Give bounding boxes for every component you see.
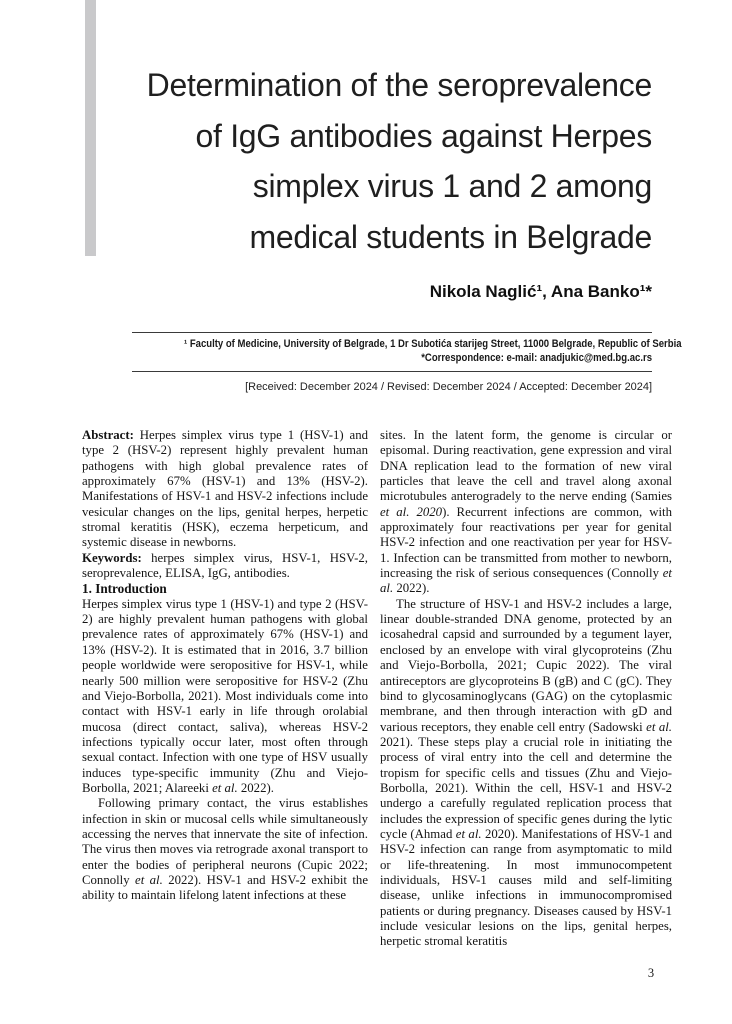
title-line: Determination of the seroprevalence bbox=[146, 67, 652, 103]
received-dates: [Received: December 2024 / Revised: December 2024 / Accepted: December 2024] bbox=[245, 381, 652, 393]
abstract-paragraph bbox=[82, 428, 368, 551]
body-text: 2021). These steps play a crucial role in initiating the process of viral entry into the cell and determine the tropism for specific cells and tissues (Zhu and Viejo-Borbolla, 2021). Within the cell, HSV-1 and HSV-2 undergo a carefully regulated replication process that includes the expression of specific genes during the lytic cycle (Ahmad bbox=[380, 734, 672, 841]
left-column bbox=[82, 428, 368, 904]
italic-text: et al. bbox=[212, 780, 238, 795]
correspondence-line: *Correspondence: e-mail: anadjukic@med.bg.ac.rs bbox=[421, 351, 652, 364]
italic-text: et al. bbox=[380, 566, 672, 596]
italic-text: et al. 2020 bbox=[380, 504, 443, 519]
body-text: ). Recurrent infections are common, with approximately four reactivations per year for genital HSV-2 infection and one reactivation per year for HSV-1. Infection can be transmitted from mother to newborn, increasing the risk of serious consequences (Connolly bbox=[380, 504, 672, 581]
title-line: medical students in Belgrade bbox=[249, 218, 652, 255]
right-column bbox=[380, 428, 672, 950]
authors-line: Nikola Naglić¹, Ana Banko¹* bbox=[429, 282, 652, 301]
body-text: sites. In the latent form, the genome is circular or episomal. During reactivation, gene expression and viral DNA replication lead to the formation of new viral particles that leave the cell and travel along axonal microtubules anterogradely to the nerve ending (Samies bbox=[380, 428, 672, 504]
lead-in-label: Abstract: bbox=[82, 428, 134, 442]
title-line: simplex virus 1 and 2 among bbox=[252, 168, 652, 204]
structure-paragraph bbox=[380, 597, 672, 950]
paper-header bbox=[80, 60, 682, 394]
body-text: herpes simplex virus, HSV-1, HSV-2, seroprevalence, ELISA, IgG, antibodies. bbox=[82, 550, 368, 581]
intro-paragraph-2 bbox=[82, 796, 368, 903]
italic-text: et al. bbox=[646, 719, 672, 734]
title-line: of IgG antibodies against Herpes bbox=[195, 117, 652, 154]
body-text: Herpes simplex virus type 1 (HSV-1) and type 2 (HSV-2) are highly prevalent human pathogens with global prevalence rates of approximately 67% (HSV-1) and 13% (HSV-2). It is estimated that in 2016, 3.7 billion people worldwide were seropositive for HSV-1, while nearly 500 million were seropositive for HSV-2 (Zhu and Viejo-Borbolla, 2021). Most individuals come into contact with HSV-1 early in life through orolabial mucosa (direct contact, saliva), whereas HSV-2 infections typically occur later, most often through sexual contact. Infection with one type of HSV usually induces type-specific immunity (Zhu and Viejo-Borbolla, 2021; Alareeki bbox=[82, 596, 368, 795]
italic-text: et al. bbox=[455, 826, 482, 841]
affiliation-line: ¹ Faculty of Medicine, University of Belgrade, 1 Dr Subotića starijeg Street, 11000 Belgrade, Republic of Serbia bbox=[184, 338, 682, 350]
keywords-paragraph bbox=[82, 551, 368, 582]
body-text: Following primary contact, the virus establishes infection in skin or mucosal cells while simultaneously accessing the nerves that innervate the site of infection. The virus then moves via retrograde axonal transport to enter the bodies of peripheral neurons (Cupic 2022; Connolly bbox=[82, 796, 368, 887]
section-heading-introduction: 1. Introduction bbox=[82, 581, 167, 597]
body-text: 2020). Manifestations of HSV-1 and HSV-2 infection can range from asymptomatic to mild or life-threatening. In most immunocompetent individuals, HSV-1 causes mild and self-limiting disease, unlike infections in immunocompromised patients or during pregnancy. Diseases caused by HSV-1 include vesicular lesions on the lips, genital herpes, herpetic stromal keratitis bbox=[380, 826, 672, 949]
intro-paragraph-1 bbox=[82, 597, 368, 796]
paper-title bbox=[80, 60, 652, 262]
lead-in-label: Keywords: bbox=[82, 550, 142, 565]
body-text: 2022). HSV-1 and HSV-2 exhibit the ability to maintain lifelong latent infections at these bbox=[82, 872, 368, 903]
italic-text: et al. bbox=[135, 872, 163, 887]
page-number: 3 bbox=[647, 966, 655, 980]
body-paragraph-continued bbox=[380, 428, 672, 597]
body-text: 2022). bbox=[237, 780, 274, 795]
body-text: The structure of HSV-1 and HSV-2 includes a large, linear double-stranded DNA genome, protected by an icosahedral capsid and surrounded by a tegument layer, enclosed by an envelope with viral glycoproteins (Zhu and Viejo-Borbolla, 2021; Cupic 2022). The viral antireceptors are glycoproteins B (gB) and C (gC). They bind to glycosaminoglycans (GAG) on the cytoplasmic membrane, and then through interaction with gD and various receptors, they enable cell entry (Sadowski bbox=[380, 596, 672, 734]
affiliation-block bbox=[132, 332, 682, 372]
body-text: 2022). bbox=[393, 581, 430, 596]
body-text: Herpes simplex virus type 1 (HSV-1) and type 2 (HSV-2) represent highly prevalent human pathogens with high global prevalence rates of approximately 67% (HSV-1) and 13% (HSV-2). Manifestations of HSV-1 and HSV-2 infections include vesicular changes on the lips, genital herpes, herpetic stromal keratitis (HSK), eczema herpeticum, and systemic disease in newborns. bbox=[82, 428, 368, 550]
